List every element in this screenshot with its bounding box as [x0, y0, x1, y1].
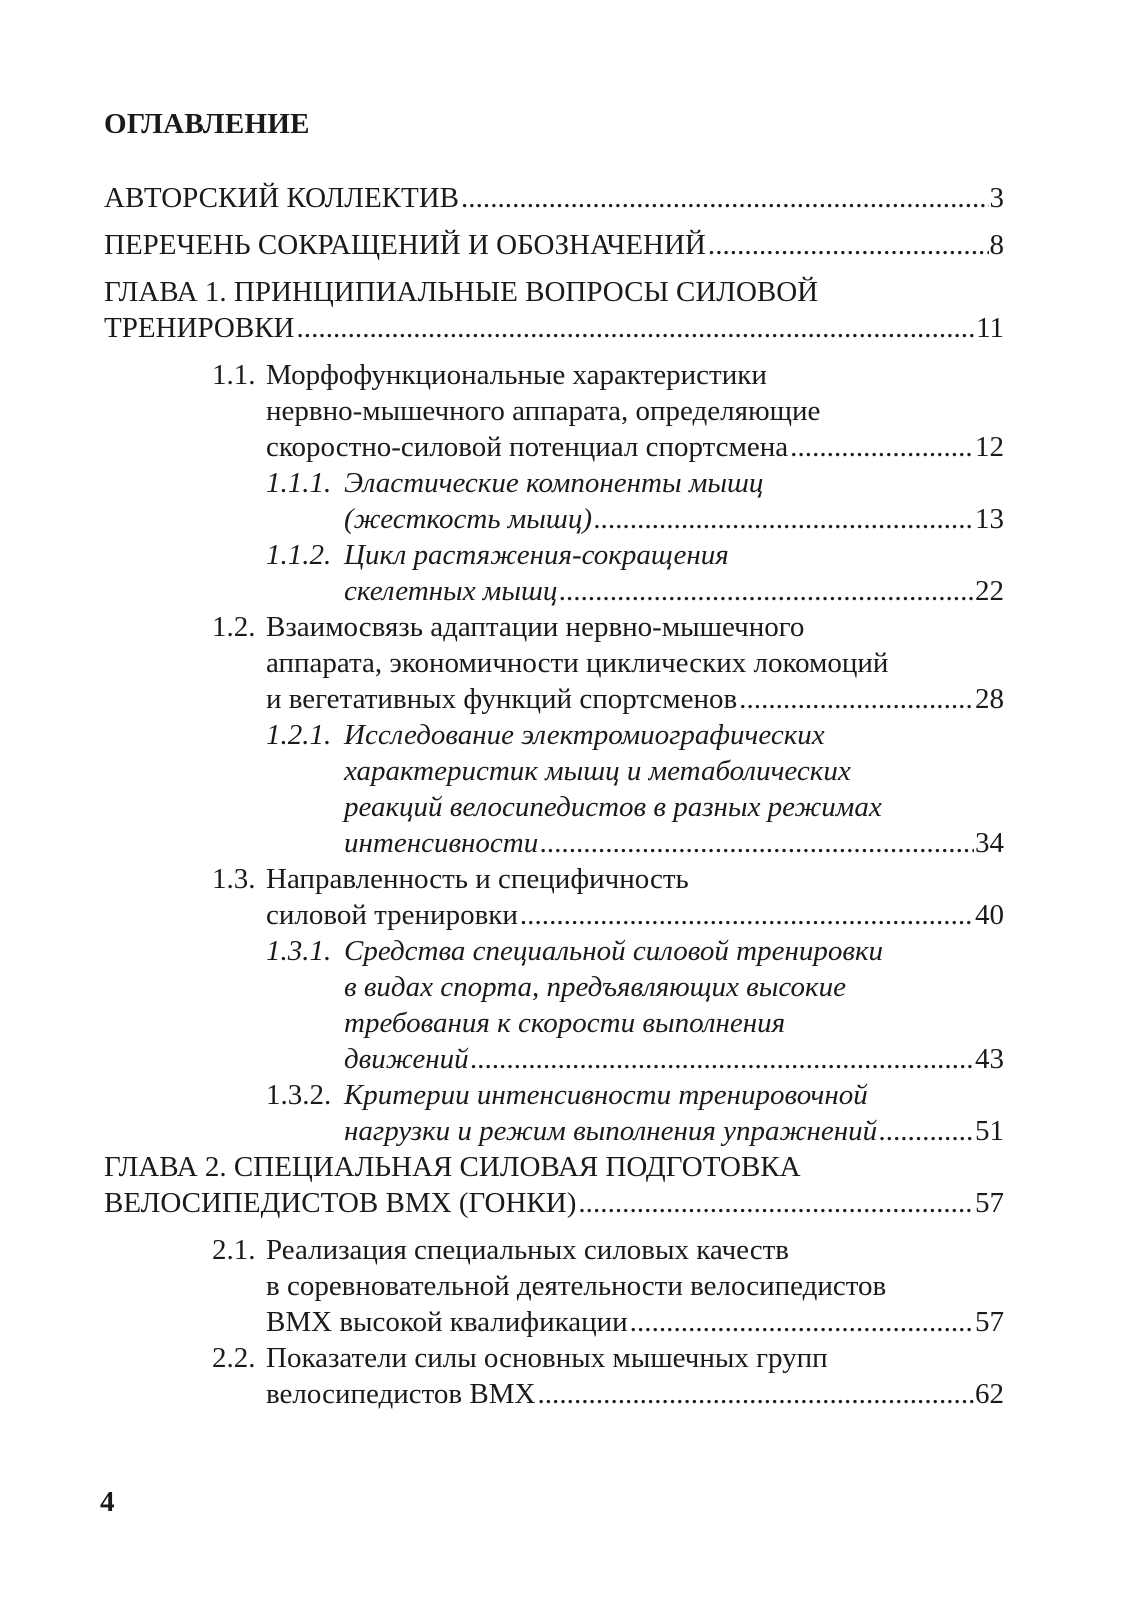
toc-entry-page: 12 [975, 431, 1004, 463]
toc-entry-title-line: нагрузки и режим выполнения упражнений [344, 1115, 878, 1147]
toc-entry-number: 2.1. [212, 1234, 256, 1266]
toc-entry-page: 57 [975, 1187, 1004, 1219]
toc-entry-title-line: в соревновательной деятельности велосипедистов [266, 1270, 887, 1302]
toc-entry-title-line: и вегетативных функций спортсменов [266, 683, 738, 715]
toc-entry-title-line: движений [344, 1043, 469, 1075]
toc-entry[interactable] [104, 227, 1004, 263]
toc-entry-number: 1.2. [212, 611, 256, 643]
toc-entry-title-line: (жесткость мышц) [344, 503, 592, 535]
toc-entry[interactable] [104, 861, 1004, 933]
toc-entry-title-line: скелетных мышц [344, 575, 558, 607]
toc-entry-title-line: велосипедистов BMX [266, 1378, 536, 1410]
toc-entry-title-line: аппарата, экономичности циклических локомоций [266, 647, 889, 679]
toc-entry[interactable] [104, 357, 1004, 465]
toc-entry-page: 51 [975, 1115, 1004, 1147]
toc-entry-number: 1.3.1. [266, 935, 332, 967]
toc-entry[interactable] [104, 537, 1004, 609]
toc-entry-page: 22 [975, 575, 1004, 607]
dot-leader [879, 1113, 974, 1149]
toc-entry-title-line: силовой тренировки [266, 899, 518, 931]
toc-entry-number: 2.2. [212, 1342, 256, 1374]
dot-leader [471, 1041, 974, 1077]
dot-leader [790, 429, 974, 465]
toc-entry[interactable] [104, 274, 1004, 346]
toc-entry-number: 1.1. [212, 359, 256, 391]
dot-leader [739, 681, 974, 717]
toc-entry[interactable] [104, 609, 1004, 717]
toc-entry-number: 1.3. [212, 863, 256, 895]
dot-leader [578, 1185, 974, 1221]
toc-entry-page: 11 [976, 312, 1004, 344]
toc-entry[interactable] [104, 1077, 1004, 1149]
toc-entry-title-line: скоростно-силовой потенциал спортсмена [266, 431, 789, 463]
dot-leader [297, 310, 976, 346]
toc-entry-title-line: ВЕЛОСИПЕДИСТОВ BMX (ГОНКИ) [104, 1187, 577, 1219]
toc-entry-title-line: Критерии интенсивности тренировочной [344, 1079, 868, 1111]
toc-entry[interactable] [104, 933, 1004, 1077]
toc-entry-page: 40 [975, 899, 1004, 931]
dot-leader [540, 825, 974, 861]
dot-leader [594, 501, 974, 537]
toc-entry-title-line: АВТОРСКИЙ КОЛЛЕКТИВ [104, 182, 459, 214]
toc-entry-title-line: ГЛАВА 1. ПРИНЦИПИАЛЬНЫЕ ВОПРОСЫ СИЛОВОЙ [104, 276, 819, 308]
toc-entry-title-line: BMX высокой квалификации [266, 1306, 628, 1338]
toc-entry-title-line: ПЕРЕЧЕНЬ СОКРАЩЕНИЙ И ОБОЗНАЧЕНИЙ [104, 229, 706, 261]
toc-entry[interactable] [104, 1232, 1004, 1340]
toc-entry-title-line: Цикл растяжения-сокращения [344, 539, 729, 571]
page-title: ОГЛАВЛЕНИЕ [104, 108, 310, 140]
toc-entry-title-line: Реализация специальных силовых качеств [266, 1234, 789, 1266]
dot-leader [520, 897, 974, 933]
toc-entry-page: 34 [975, 827, 1004, 859]
toc-entry-title-line: характеристик мышц и метаболических [344, 755, 851, 787]
toc-entry-title-line: требования к скорости выполнения [344, 1007, 786, 1039]
toc-entry-number: 1.1.2. [266, 539, 332, 571]
toc-entry-page: 28 [975, 683, 1004, 715]
toc-entry-number: 1.3.2. [266, 1079, 332, 1111]
toc-entry-title-line: Морфофункциональные характеристики [266, 359, 767, 391]
toc-entry-title-line: Эластические компоненты мышц [344, 467, 764, 499]
toc-entry[interactable] [104, 717, 1004, 861]
toc-entry-page: 43 [975, 1043, 1004, 1075]
toc-entry[interactable] [104, 1149, 1004, 1221]
toc-entry-title-line: Направленность и специфичность [266, 863, 689, 895]
toc-entry-page: 62 [975, 1378, 1004, 1410]
toc-entry-title-line: Средства специальной силовой тренировки [344, 935, 884, 967]
toc-entry-title-line: Исследование электромиографических [344, 719, 825, 751]
toc-entry[interactable] [104, 180, 1004, 216]
dot-leader [537, 1376, 974, 1412]
page-number: 4 [100, 1486, 115, 1518]
toc-entry-number: 1.1.1. [266, 467, 332, 499]
table-of-contents [104, 180, 1004, 1412]
toc-entry-title-line: в видах спорта, предъявляющих высокие [344, 971, 846, 1003]
toc-entry-title-line: ГЛАВА 2. СПЕЦИАЛЬНАЯ СИЛОВАЯ ПОДГОТОВКА [104, 1151, 801, 1183]
toc-entry[interactable] [104, 1340, 1004, 1412]
toc-entry-title-line: нервно-мышечного аппарата, определяющие [266, 395, 821, 427]
toc-entry-page: 57 [975, 1306, 1004, 1338]
dot-leader [630, 1304, 974, 1340]
toc-entry-title-line: ТРЕНИРОВКИ [104, 312, 295, 344]
toc-entry-page: 3 [989, 182, 1004, 214]
toc-entry-title-line: реакций велосипедистов в разных режимах [344, 791, 882, 823]
dot-leader [559, 573, 974, 609]
toc-entry-title-line: Взаимосвязь адаптации нервно-мышечного [266, 611, 805, 643]
dot-leader [708, 227, 989, 263]
toc-entry-title-line: интенсивности [344, 827, 539, 859]
toc-entry-title-line: Показатели силы основных мышечных групп [266, 1342, 828, 1374]
toc-entry[interactable] [104, 465, 1004, 537]
toc-entry-page: 8 [989, 229, 1004, 261]
toc-entry-number: 1.2.1. [266, 719, 332, 751]
toc-entry-page: 13 [975, 503, 1004, 535]
dot-leader [461, 180, 989, 216]
